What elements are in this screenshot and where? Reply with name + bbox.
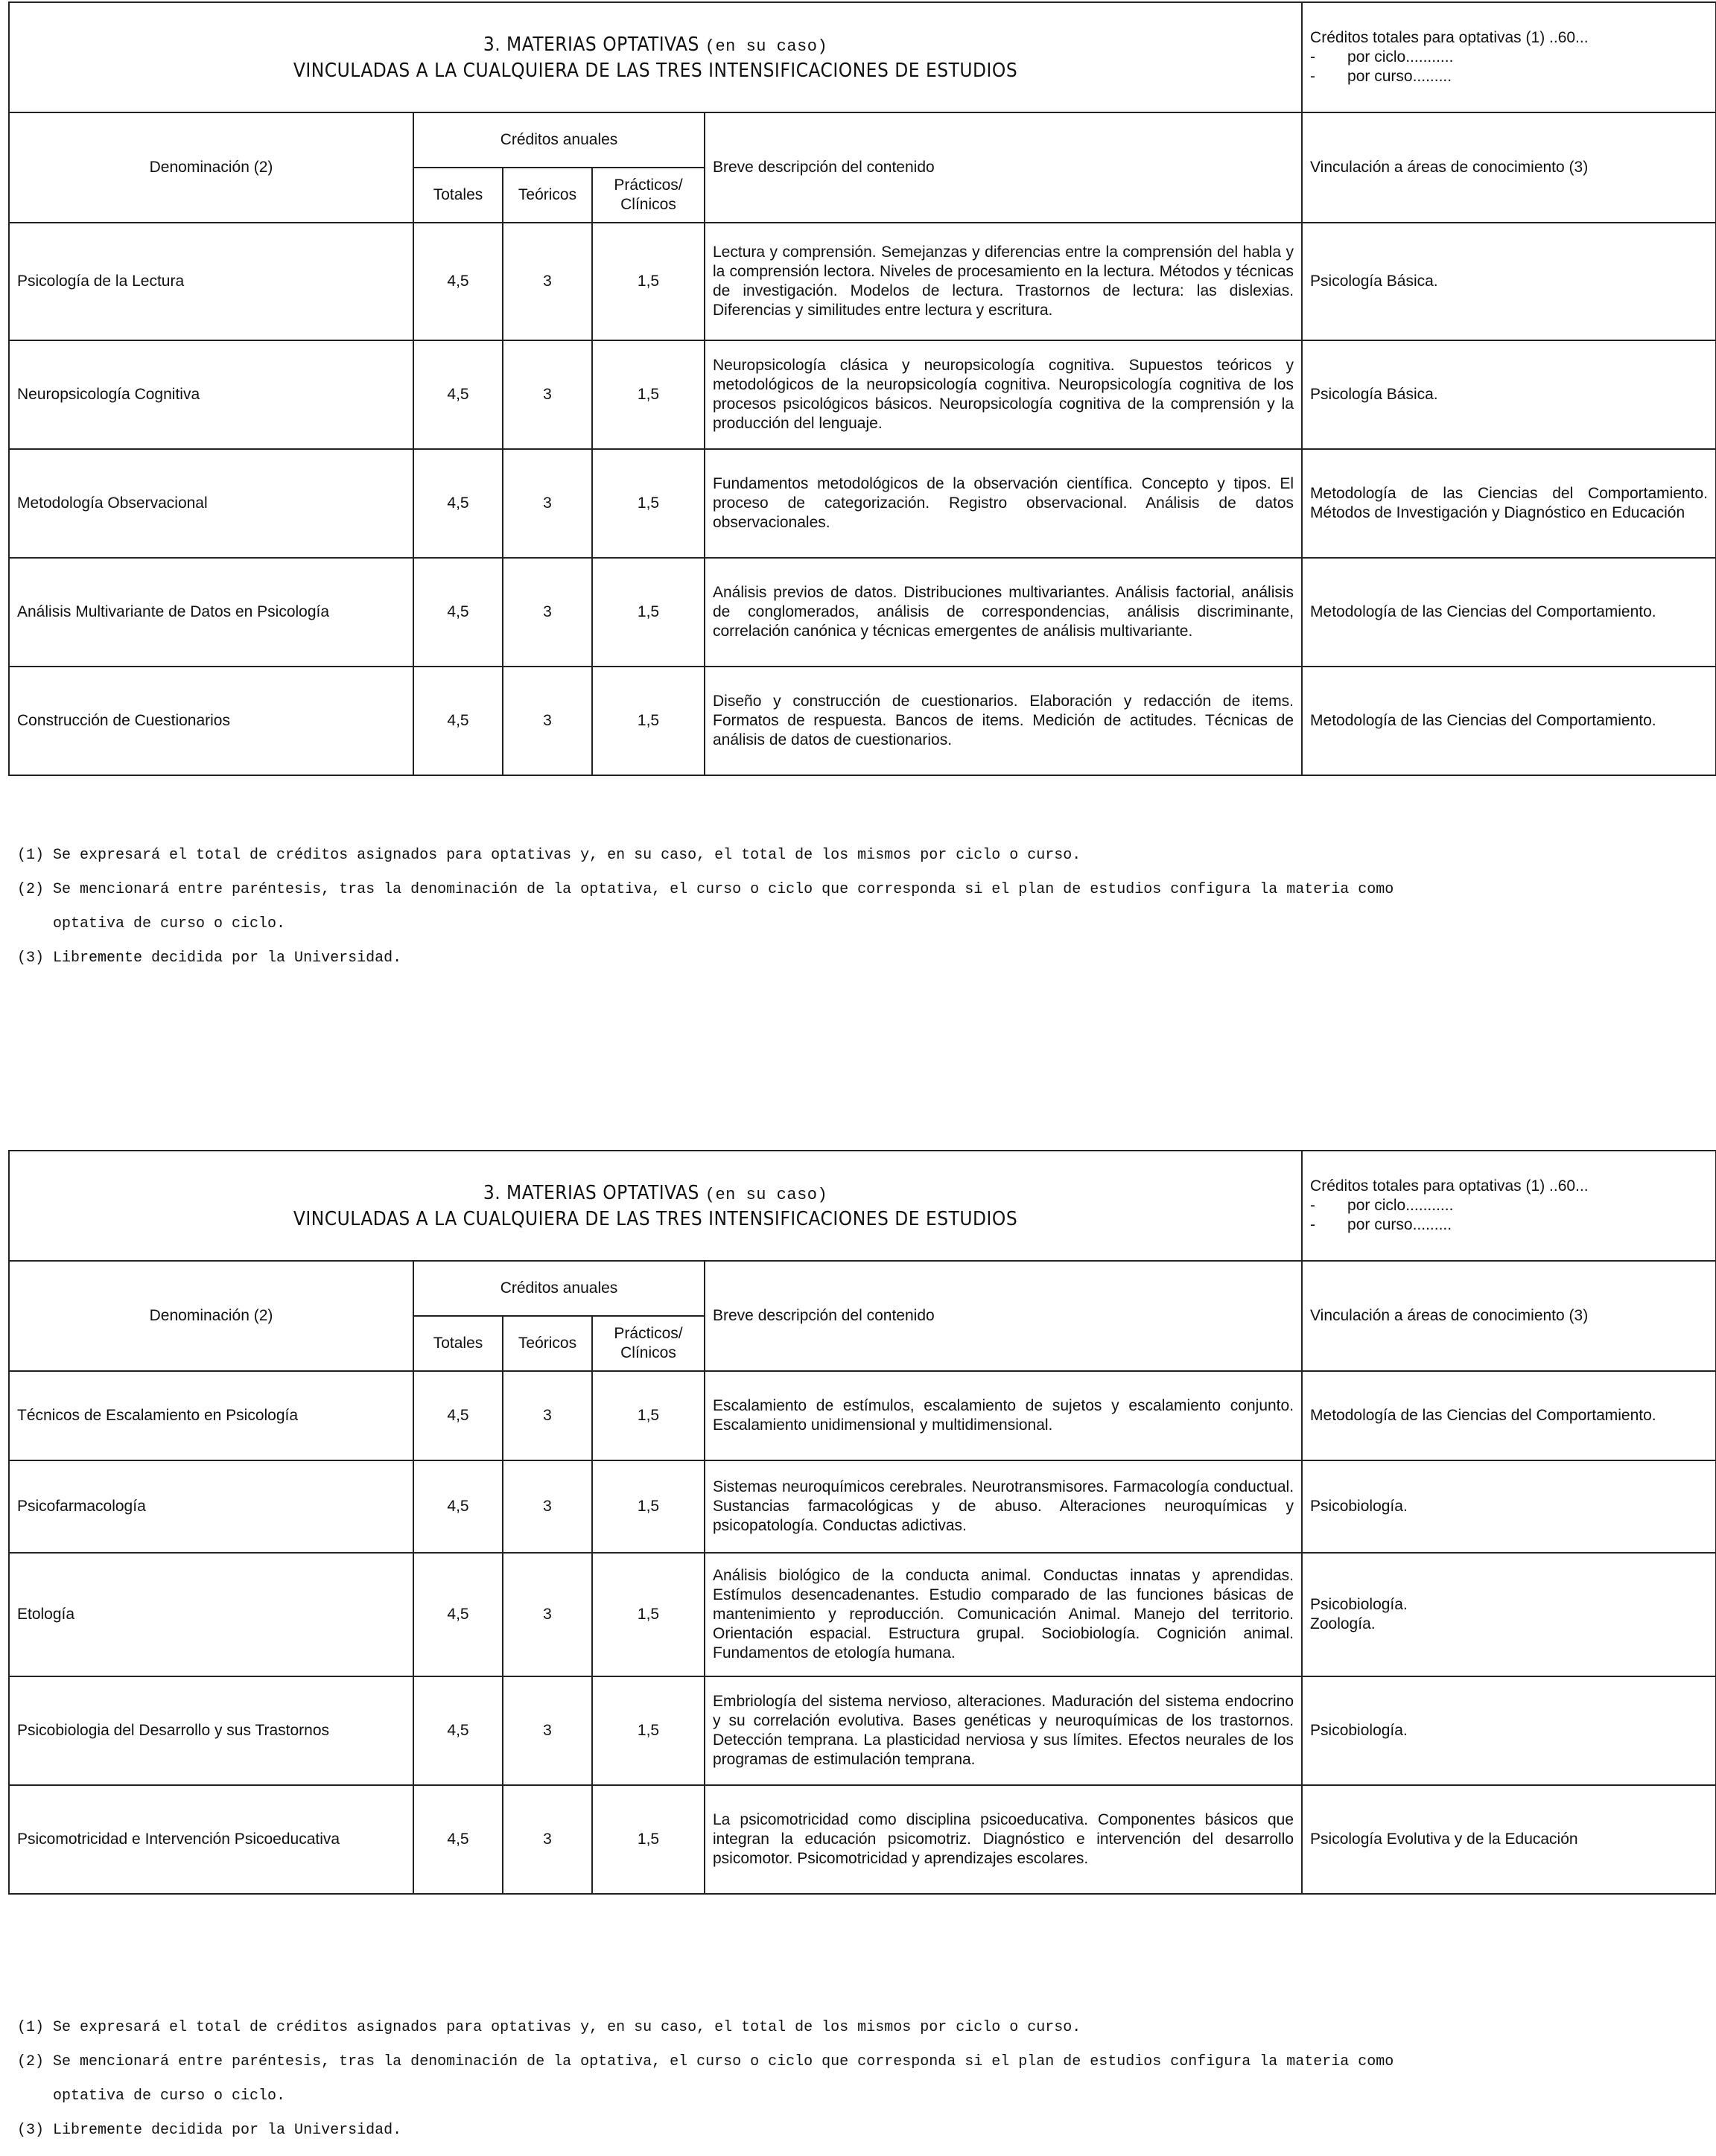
row-totales: 4,5: [413, 340, 503, 449]
row-name: Construcción de Cuestionarios: [9, 667, 413, 775]
dash: -: [1310, 68, 1316, 85]
row-name: Técnicos de Escalamiento en Psicología: [9, 1371, 413, 1460]
dash: -: [1310, 1216, 1316, 1233]
row-teoricos: 3: [503, 667, 592, 775]
row-area: Psicología Básica.: [1302, 223, 1716, 340]
row-area-line: Zoología.: [1310, 1615, 1376, 1632]
row-area: Psicología Básica.: [1302, 340, 1716, 449]
row-area: Psicología Evolutiva y de la Educación: [1302, 1785, 1716, 1894]
practicos-line2: Clínicos: [620, 1344, 676, 1361]
row-name: Psicobiologia del Desarrollo y sus Trastornos: [9, 1676, 413, 1785]
table-row: [9, 223, 1716, 340]
table-title: [9, 1151, 1302, 1261]
row-description: Sistemas neuroquímicos cerebrales. Neurotransmisores. Farmacología conductual. Sustancias farmacológicas y de abuso. Alteraciones neuroquímicas y psicopatología. Conductas adictivas.: [705, 1460, 1302, 1553]
row-description: Lectura y comprensión. Semejanzas y diferencias entre la comprensión del habla y la comprensión lectora. Niveles de procesamiento en la lectura. Métodos y técnicas de investigación. Modelos de lectura. Trastornos de lectura: las dislexias. Diferencias y similitudes entre lectura y escritura.: [705, 223, 1302, 340]
optativas-table-2: [8, 1150, 1715, 1895]
col-header-teoricos: Teóricos: [503, 168, 592, 223]
row-area-line: Psicobiología.: [1310, 1596, 1408, 1613]
row-teoricos: 3: [503, 558, 592, 667]
row-teoricos: 3: [503, 340, 592, 449]
title-line2: VINCULADAS A LA CUALQUIERA DE LAS TRES INTENSIFICACIONES DE ESTUDIOS: [293, 59, 1018, 82]
row-teoricos: 3: [503, 1676, 592, 1785]
row-description: Análisis previos de datos. Distribuciones multivariantes. Análisis factorial, análisis de conglomerados, análisis de correspondencias, análisis discriminante, correlación canónica y técnicas emergentes de análisis multivariante.: [705, 558, 1302, 667]
row-name: Análisis Multivariante de Datos en Psicología: [9, 558, 413, 667]
row-practicos: 1,5: [592, 1553, 705, 1676]
row-practicos: 1,5: [592, 1676, 705, 1785]
footnotes: [17, 2002, 1708, 2156]
credits-total: Créditos totales para optativas (1) ..60...: [1310, 29, 1589, 46]
row-name: Psicomotricidad e Intervención Psicoeducativa: [9, 1785, 413, 1894]
footnote-2: (2) Se mencionará entre paréntesis, tras la denominación de la optativa, el curso o ciclo que corresponda si el plan de estudios configura la materia como: [17, 881, 1394, 898]
row-area: Metodología de las Ciencias del Comportamiento.: [1302, 1371, 1716, 1460]
row-practicos: 1,5: [592, 1460, 705, 1553]
title-line2: VINCULADAS A LA CUALQUIERA DE LAS TRES INTENSIFICACIONES DE ESTUDIOS: [293, 1207, 1018, 1230]
row-teoricos: 3: [503, 1553, 592, 1676]
row-teoricos: 3: [503, 1460, 592, 1553]
row-totales: 4,5: [413, 449, 503, 558]
practicos-line1: Prácticos/: [614, 1325, 683, 1342]
table-row: [9, 1371, 1716, 1460]
row-name: Psicología de la Lectura: [9, 223, 413, 340]
table-row: [9, 1460, 1716, 1553]
row-totales: 4,5: [413, 223, 503, 340]
row-area: Metodología de las Ciencias del Comportamiento. Métodos de Investigación y Diagnóstico en Educación: [1302, 449, 1716, 558]
col-header-creditos-anuales: Créditos anuales: [413, 112, 705, 168]
row-description: Neuropsicología clásica y neuropsicología cognitiva. Supuestos teóricos y metodológicos de la neuropsicología cognitiva. Neuropsicología cognitiva de los procesos psicológicos básicos. Neuropsicología cognitiva de la comprensión y la producción del lenguaje.: [705, 340, 1302, 449]
footnote-1: (1) Se expresará el total de créditos asignados para optativas y, en su caso, el total de los mismos por ciclo o curso.: [17, 847, 1081, 864]
row-description: Fundamentos metodológicos de la observación científica. Concepto y tipos. El proceso de categorización. Registro observacional. Análisis de datos observacionales.: [705, 449, 1302, 558]
row-description: Análisis biológico de la conducta animal. Conductas innatas y aprendidas. Estímulos desencadenantes. Estudio comparado de las funciones básicas de mantenimiento y reproducción. Comunicación Animal. Manejo del territorio. Orientación espacial. Estructura grupal. Sociobiología. Cognición animal. Fundamentos de etología humana.: [705, 1553, 1302, 1676]
table-row: [9, 1676, 1716, 1785]
row-totales: 4,5: [413, 1553, 503, 1676]
credits-ciclo: por ciclo...........: [1347, 48, 1454, 66]
row-totales: 4,5: [413, 667, 503, 775]
header-row: [9, 112, 1716, 168]
credits-summary: [1302, 2, 1716, 112]
col-header-totales: Totales: [413, 168, 503, 223]
credits-curso: por curso.........: [1347, 1216, 1452, 1233]
footnote-3: (3) Libremente decidida por la Universidad.: [17, 2122, 402, 2139]
row-name: Metodología Observacional: [9, 449, 413, 558]
optativas-table: [8, 1, 1716, 776]
row-practicos: 1,5: [592, 1785, 705, 1894]
table-row: [9, 340, 1716, 449]
row-area: Metodología de las Ciencias del Comportamiento.: [1302, 558, 1716, 667]
table-row: [9, 558, 1716, 667]
row-totales: 4,5: [413, 1785, 503, 1894]
row-area: Psicobiología.: [1302, 1676, 1716, 1785]
row-name: Neuropsicología Cognitiva: [9, 340, 413, 449]
row-description: Escalamiento de estímulos, escalamiento de sujetos y escalamiento conjunto. Escalamiento unidimensional y multidimensional.: [705, 1371, 1302, 1460]
footnote-3: (3) Libremente decidida por la Universidad.: [17, 950, 402, 967]
col-header-descripcion: Breve descripción del contenido: [705, 1261, 1302, 1371]
title-line1: 3. MATERIAS OPTATIVAS: [483, 1181, 699, 1204]
row-description: Diseño y construcción de cuestionarios. Elaboración y redacción de items. Formatos de respuesta. Bancos de items. Medición de actitudes. Técnicas de análisis de datos de cuestionarios.: [705, 667, 1302, 775]
row-practicos: 1,5: [592, 1371, 705, 1460]
footnotes: [17, 830, 1708, 984]
title-line1: 3. MATERIAS OPTATIVAS: [483, 33, 699, 56]
row-totales: 4,5: [413, 1371, 503, 1460]
row-teoricos: 3: [503, 1785, 592, 1894]
row-practicos: 1,5: [592, 667, 705, 775]
row-totales: 4,5: [413, 558, 503, 667]
row-area: [1302, 1553, 1716, 1676]
col-header-denominacion: Denominación (2): [9, 1261, 413, 1371]
col-header-practicos: [592, 1316, 705, 1371]
table-title-row: [9, 2, 1716, 112]
table-row: [9, 1553, 1716, 1676]
credits-ciclo: por ciclo...........: [1347, 1197, 1454, 1214]
col-header-descripcion: Breve descripción del contenido: [705, 112, 1302, 223]
row-practicos: 1,5: [592, 449, 705, 558]
col-header-vinculacion: Vinculación a áreas de conocimiento (3): [1302, 1261, 1716, 1371]
footnote-2-cont: optativa de curso o ciclo.: [17, 2087, 286, 2105]
practicos-line1: Prácticos/: [614, 177, 683, 194]
col-header-practicos: [592, 168, 705, 223]
row-teoricos: 3: [503, 1371, 592, 1460]
table-row: [9, 1785, 1716, 1894]
row-area: Metodología de las Ciencias del Comportamiento.: [1302, 667, 1716, 775]
optativas-table: [8, 1150, 1716, 1895]
col-header-vinculacion: Vinculación a áreas de conocimiento (3): [1302, 112, 1716, 223]
credits-curso: por curso.........: [1347, 68, 1452, 85]
footnote-2-cont: optativa de curso o ciclo.: [17, 915, 286, 932]
col-header-totales: Totales: [413, 1316, 503, 1371]
table-title-row: [9, 1151, 1716, 1261]
credits-summary: [1302, 1151, 1716, 1261]
dash: -: [1310, 1197, 1316, 1214]
row-name: Psicofarmacología: [9, 1460, 413, 1553]
row-totales: 4,5: [413, 1676, 503, 1785]
footnote-2: (2) Se mencionará entre paréntesis, tras la denominación de la optativa, el curso o ciclo que corresponda si el plan de estudios configura la materia como: [17, 2053, 1394, 2070]
header-row: [9, 1261, 1716, 1316]
row-practicos: 1,5: [592, 223, 705, 340]
optativas-table-1: [8, 1, 1715, 776]
row-teoricos: 3: [503, 449, 592, 558]
col-header-denominacion: Denominación (2): [9, 112, 413, 223]
credits-total: Créditos totales para optativas (1) ..60...: [1310, 1177, 1589, 1195]
col-header-teoricos: Teóricos: [503, 1316, 592, 1371]
table-title: [9, 2, 1302, 112]
dash: -: [1310, 48, 1316, 66]
col-header-creditos-anuales: Créditos anuales: [413, 1261, 705, 1316]
footnote-1: (1) Se expresará el total de créditos asignados para optativas y, en su caso, el total de los mismos por ciclo o curso.: [17, 2019, 1081, 2036]
row-area: Psicobiología.: [1302, 1460, 1716, 1553]
row-name: Etología: [9, 1553, 413, 1676]
title-sub: (en su caso): [705, 36, 828, 56]
table-row: [9, 667, 1716, 775]
title-sub: (en su caso): [705, 1185, 828, 1204]
practicos-line2: Clínicos: [620, 196, 676, 213]
row-description: La psicomotricidad como disciplina psicoeducativa. Componentes básicos que integran la educación psicomotriz. Diagnóstico e intervención del desarrollo psicomotor. Psicomotricidad y aprendizajes escolares.: [705, 1785, 1302, 1894]
row-teoricos: 3: [503, 223, 592, 340]
row-totales: 4,5: [413, 1460, 503, 1553]
row-description: Embriología del sistema nervioso, alteraciones. Maduración del sistema endocrino y su correlación evolutiva. Bases genéticas y neuroquímicas de los trastornos. Detección temprana. La plasticidad nerviosa y sus límites. Efectos neurales de los programas de estimulación temprana.: [705, 1676, 1302, 1785]
table-row: [9, 449, 1716, 558]
row-practicos: 1,5: [592, 340, 705, 449]
row-practicos: 1,5: [592, 558, 705, 667]
